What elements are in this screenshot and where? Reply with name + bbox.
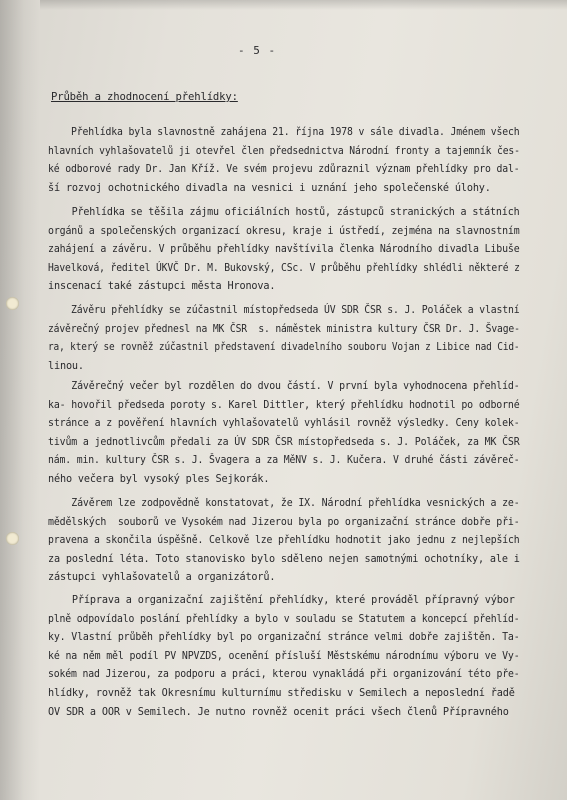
text-line: ší rozvoj ochotnického divadla na vesnici i uznání jeho společenské úlohy. [48, 182, 491, 194]
text-line: ného večera byl vysoký ples Sejkorák. [48, 473, 270, 485]
text-line: závěrečný projev přednesl na MK ČSR s. náměstek ministra kultury ČSR Dr. J. Švage- [48, 323, 520, 335]
punch-hole [6, 532, 19, 545]
text-line: mědělských souborů ve Vysokém nad Jizerou byla po organizační stránce dobře při- [48, 516, 520, 528]
text-line: zástupci vyhlašovatelů a organizátorů. [48, 572, 276, 584]
text-line: ké odborové rady Dr. Jan Kříž. Ve svém projevu zdůraznil význam přehlídky pro dal- [48, 164, 520, 176]
text-line: stránce a z pověření hlavních vyhlašovatelů vyhlásil rovněž výsledky. Ceny kolek- [48, 418, 520, 430]
text-line: ka- hovořil předseda poroty s. Karel Dittler, který přehlídku hodnotil po odborné [48, 399, 520, 411]
text-line: za poslední léta. Toto stanovisko bylo sděleno nejen samotnými ochotníky, ale i [48, 553, 520, 565]
punch-hole [6, 297, 19, 310]
text-line: ky. Vlastní průběh přehlídky byl po organizační stránce velmi dobře zajištěn. Ta- [48, 632, 520, 644]
text-line: Příprava a organizační zajištění přehlídky, které prováděl přípravný výbor [48, 595, 515, 606]
text-line: hlídky, rovněž tak Okresnímu kulturnímu středisku v Semilech a neposlední řadě [48, 687, 515, 699]
page-number: - 5 - [238, 44, 277, 57]
text-line: Závěrem lze zodpovědně konstatovat, že IX. Národní přehlídka vesnických a ze- [48, 498, 520, 509]
paragraph [48, 302, 518, 376]
text-line: inscenací také zástupci města Hronova. [48, 281, 276, 293]
text-line: orgánů a společenských organizací okresu, kraje i ústředí, zejména na slavnostním [48, 225, 520, 237]
text-line: ra, který se rovněž zúčastnil představení divadelního souboru Vojan z Libice nad Cid- [48, 342, 520, 354]
text-line: linou. [48, 360, 84, 372]
paragraph [48, 378, 518, 490]
text-line: Závěrečný večer byl rozdělen do dvou částí. V první byla vyhodnocena přehlíd- [48, 381, 520, 392]
section-heading: Průběh a zhodnocení přehlídky: [51, 91, 238, 103]
text-line: ké na něm měl podíl PV NPVZDS, ocenění přísluší Městskému národnímu výboru ve Vy- [48, 650, 520, 662]
text-line: Přehlídka byla slavnostně zahájena 21. října 1978 v sále divadla. Jménem všech [48, 127, 520, 138]
text-line: tivům a jednotlivcům předali za ÚV SDR ČSR místopředseda s. J. Poláček, za MK ČSR [48, 436, 520, 448]
paragraph [48, 124, 518, 198]
text-line: Havelková, ředitel ÚKVČ Dr. M. Bukovský, CSc. V průběhu přehlídky shlédli některé z [48, 262, 520, 274]
paper-top-edge [40, 0, 567, 10]
text-line: zahájení a závěru. V průběhu přehlídky navštívila členka Národního divadla Libuše [48, 244, 520, 256]
paper-fold-shadow [0, 0, 40, 800]
paragraph [48, 592, 518, 722]
text-line: plně odpovídalo poslání přehlídky a bylo v souladu se Statutem a koncepcí přehlíd- [48, 613, 520, 625]
text-line: Přehlídka se těšila zájmu oficiálních hostů, zástupců stranických a státních [48, 207, 520, 218]
text-line: sokém nad Jizerou, za podporu a práci, kterou vynakládá při organizování této pře- [48, 669, 520, 681]
text-line: Závěru přehlídky se zúčastnil místopředseda ÚV SDR ČSR s. J. Poláček a vlastní [48, 305, 520, 316]
text-line: nám. min. kultury ČSR s. J. Švagera a za MěNV s. J. Kučera. V druhé části závěreč- [48, 455, 520, 467]
paragraph [48, 204, 518, 297]
text-line: pravena a skončila úspěšně. Celkově lze přehlídku hodnotit jako jednu z nejlepších [48, 535, 520, 547]
paragraph [48, 495, 518, 588]
text-line: OV SDR a OOR v Semilech. Je nutno rovněž ocenit práci všech členů Přípravného [48, 706, 509, 718]
text-line: hlavních vyhlašovatelů ji otevřel člen předsednictva Národní fronty a tajemník čes- [48, 145, 520, 157]
